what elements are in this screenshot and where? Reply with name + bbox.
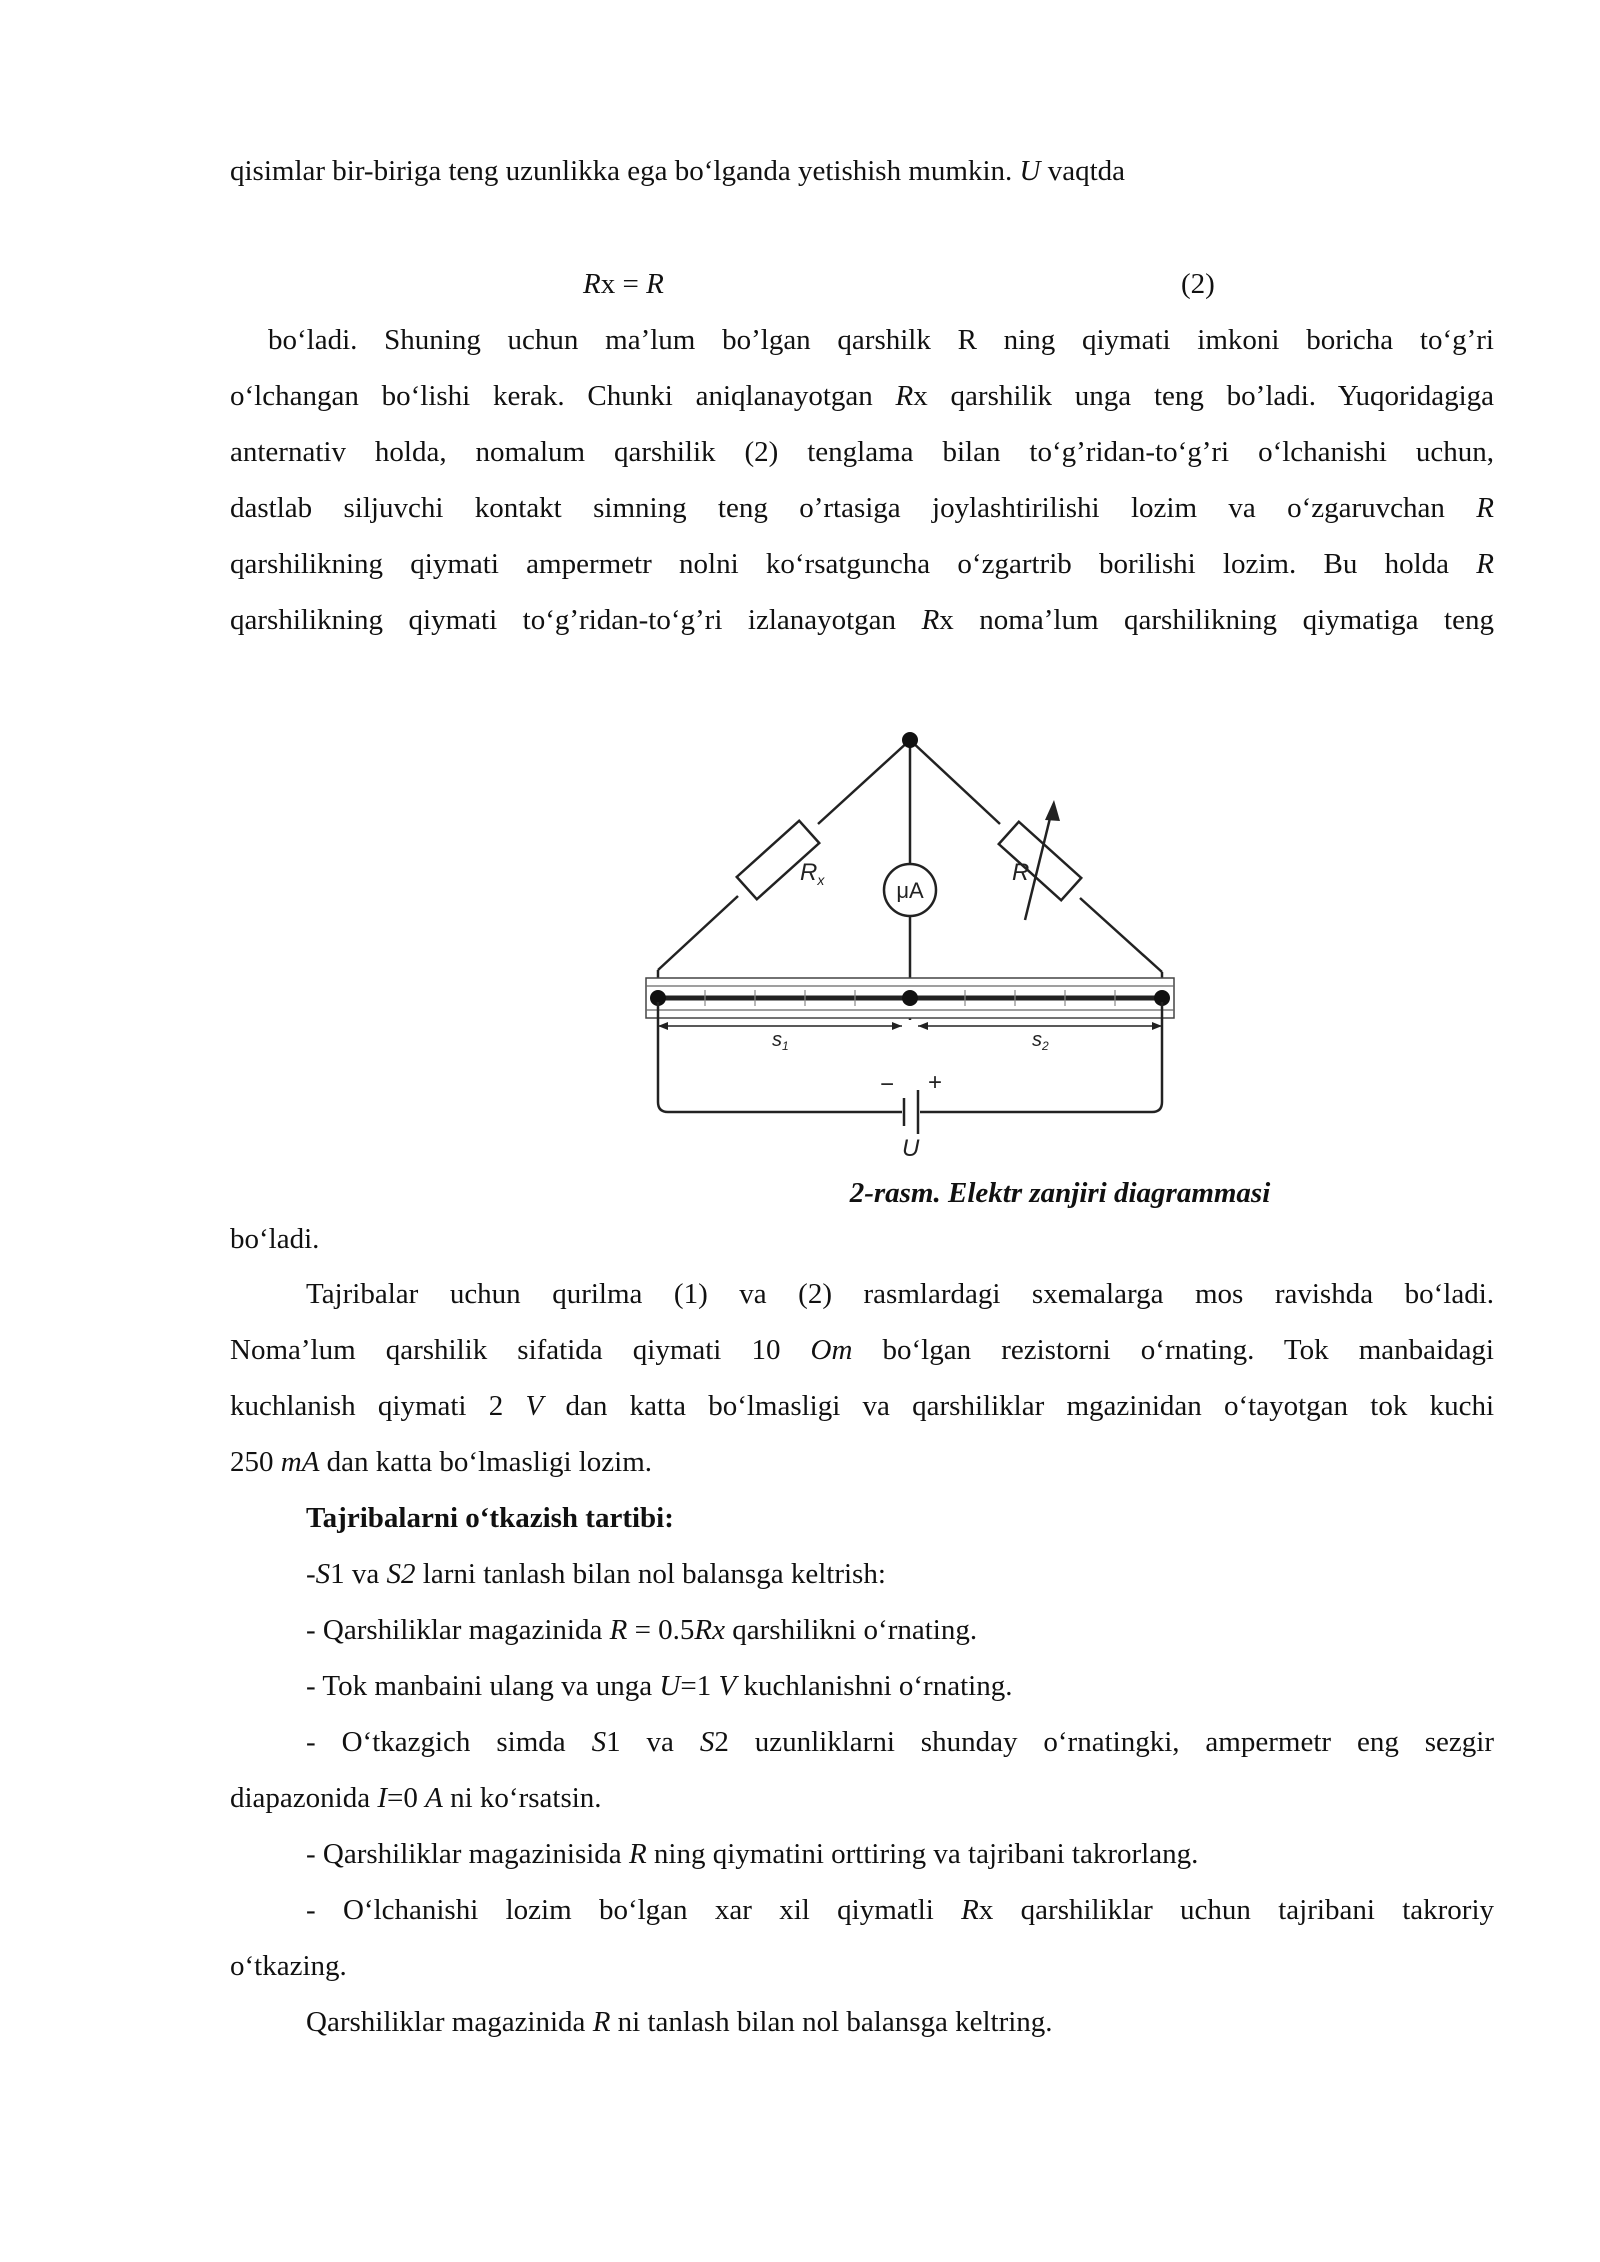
label-s2: $s_2$ bbox=[1032, 1029, 1049, 1053]
circuit-diagram bbox=[640, 720, 1180, 1160]
procedure-step: - O‘tkazgich simda S1 va S2 uzunliklarni shunday o‘rnatingki, ampermetr eng sezgir bbox=[306, 1726, 1495, 1758]
paragraph-line: Tajribalar uchun qurilma (1) va (2) rasmlardagi sxemalarga mos ravishda bo‘ladi. bbox=[306, 1278, 1494, 1310]
text-run: dastlab siljuvchi kontakt simning teng o’rtasiga joylashtirilishi lozim va o‘zgaruvchan bbox=[230, 492, 1477, 524]
procedure-step: Qarshiliklar magazinida R ni tanlash bilan nol balansga keltring. bbox=[306, 2006, 1053, 2038]
paragraph-line: bo‘ladi. bbox=[230, 1223, 320, 1255]
arrow-head bbox=[892, 1022, 902, 1030]
meter-label: μA bbox=[896, 878, 924, 903]
text-run: x = bbox=[600, 268, 647, 300]
procedure-step: - Qarshiliklar magazinida R = 0.5Rx qarshilikni o‘rnating. bbox=[306, 1614, 978, 1646]
wire-right-lower bbox=[1080, 898, 1162, 972]
paragraph-line bbox=[230, 1336, 1494, 1365]
label-u: U bbox=[902, 1135, 920, 1160]
text-run: R bbox=[646, 268, 664, 300]
procedure-step-continuation: o‘tkazing. bbox=[230, 1950, 347, 1982]
text-run: x noma’lum qarshilikning qiymatiga teng bbox=[939, 604, 1494, 636]
arrow-head bbox=[658, 1022, 668, 1030]
text-run: Noma’lum qarshilik sifatida qiymati 10 bbox=[230, 1334, 811, 1366]
battery-minus: − bbox=[880, 1071, 895, 1098]
sliding-contact bbox=[902, 990, 918, 1006]
battery-plus: + bbox=[928, 1069, 943, 1096]
wire-left-upper bbox=[818, 740, 910, 824]
text-run: kuchlanish qiymati 2 bbox=[230, 1390, 526, 1422]
wire-left-lower bbox=[658, 896, 738, 970]
text-run: bo‘lgan rezistorni o‘rnating. Tok manbaidagi bbox=[852, 1334, 1494, 1366]
paragraph-line bbox=[230, 550, 1494, 579]
text-run: qisimlar bir-biriga teng uzunlikka ega bo‘lganda yetishish mumkin. bbox=[230, 155, 1020, 187]
wire-right-upper bbox=[910, 740, 1000, 824]
procedure-step: -S1 va S2 larni tanlash bilan nol balansga keltrish: bbox=[306, 1558, 886, 1590]
label-rx: $R_x$ bbox=[800, 859, 825, 888]
text-run: R bbox=[583, 268, 601, 300]
text-run: dan katta bo‘lmasligi va qarshiliklar mgazinidan o‘tayotgan tok kuchi bbox=[543, 1390, 1495, 1422]
text-run: Om bbox=[810, 1334, 853, 1366]
paragraph-line bbox=[230, 494, 1494, 523]
procedure-step-continuation: diapazonida I=0 A ni ko‘rsatsin. bbox=[230, 1782, 602, 1814]
paragraph-line bbox=[230, 606, 1494, 635]
text-run: 250 bbox=[230, 1446, 281, 1478]
paragraph-line bbox=[230, 1392, 1494, 1421]
label-s1: $s_1$ bbox=[772, 1029, 789, 1053]
text-run: x qarshilik unga teng bo’ladi. Yuqoridagiga bbox=[913, 380, 1494, 412]
paragraph-line bbox=[230, 157, 1125, 186]
text-run: qarshilikning qiymati to‘g’ridan-to‘g’ri izlanayotgan bbox=[230, 604, 922, 636]
procedure-step: - Qarshiliklar magazinisida R ning qiymatini orttiring va tajribani takrorlang. bbox=[306, 1838, 1199, 1870]
text-run: dan katta bo‘lmasligi lozim. bbox=[319, 1446, 653, 1478]
text-run: V bbox=[525, 1390, 544, 1422]
paragraph-line: bo‘ladi. Shuning uchun ma’lum bo’lgan qarshilk R ning qiymati imkoni boricha to‘g’ri bbox=[268, 324, 1494, 356]
figure-caption: 2-rasm. Elektr zanjiri diagrammasi bbox=[849, 1177, 1271, 1209]
procedure-step: - Tok manbaini ulang va unga U=1 V kuchlanishni o‘rnating. bbox=[306, 1670, 1013, 1702]
arrow-head bbox=[1152, 1022, 1162, 1030]
text-run: R bbox=[895, 380, 914, 412]
paragraph-line bbox=[230, 382, 1494, 411]
text-run: U bbox=[1019, 155, 1041, 187]
variable-arrow-head bbox=[1045, 800, 1060, 821]
equation bbox=[583, 270, 664, 299]
paragraph-line bbox=[230, 1448, 652, 1477]
procedure-step: - O‘lchanishi lozim bo‘lgan xar xil qiymatli Rx qarshiliklar uchun tajribani takroriy bbox=[306, 1894, 1494, 1926]
equation-number: (2) bbox=[1181, 268, 1215, 300]
text-run: mA bbox=[280, 1446, 320, 1478]
text-run: qarshilikning qiymati ampermetr nolni ko‘rsatguncha o‘zgartrib borilishi lozim. Bu holda bbox=[230, 548, 1477, 580]
section-heading: Tajribalarni o‘tkazish tartibi: bbox=[306, 1502, 674, 1534]
text-run: vaqtda bbox=[1040, 155, 1126, 187]
text-run: o‘lchangan bo‘lishi kerak. Chunki aniqlanayotgan bbox=[230, 380, 896, 412]
label-r: R bbox=[1012, 859, 1030, 886]
paragraph-line: anternativ holda, nomalum qarshilik (2) tenglama bilan to‘g’ridan-to‘g’ri o‘lchanishi uchun, bbox=[230, 436, 1494, 468]
text-run: R bbox=[1476, 548, 1494, 580]
text-run: R bbox=[1476, 492, 1494, 524]
text-run: R bbox=[921, 604, 940, 636]
top-node bbox=[902, 732, 918, 748]
arrow-head bbox=[918, 1022, 928, 1030]
